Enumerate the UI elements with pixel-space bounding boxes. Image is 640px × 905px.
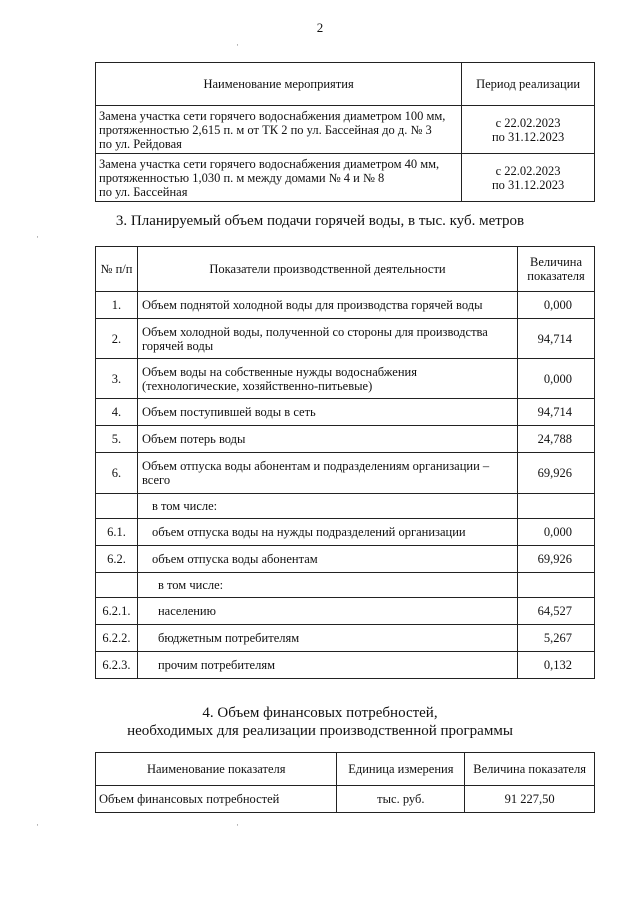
row-number: 3. bbox=[96, 359, 138, 399]
title-line: 4. Объем финансовых потребностей, bbox=[202, 705, 438, 721]
indicator-value: 64,527 bbox=[518, 598, 595, 625]
indicator-label bbox=[137, 573, 517, 598]
text-line: всего bbox=[141, 473, 171, 487]
indicators-table bbox=[95, 246, 595, 679]
text-line: Объем отпуска воды абонентам и подразделениям организации – bbox=[141, 459, 490, 473]
row-number: 6.2.3. bbox=[96, 652, 138, 679]
table-row bbox=[96, 573, 595, 598]
indicator-value: 69,926 bbox=[518, 546, 595, 573]
page-number: 2 bbox=[316, 20, 324, 35]
table-row bbox=[96, 154, 595, 202]
row-number: 6. bbox=[96, 453, 138, 494]
activity-name bbox=[96, 106, 462, 154]
text-line: объем отпуска воды на нужды подразделений организации bbox=[151, 525, 466, 539]
table-row bbox=[96, 494, 595, 519]
indicator-name: Объем финансовых потребностей bbox=[96, 786, 337, 813]
activity-period bbox=[462, 106, 595, 154]
text-line: протяженностью 2,615 п. м от ТК 2 по ул. Бассейная до д. № 3 bbox=[99, 122, 432, 137]
text-line: Объем поступившей воды в сеть bbox=[141, 405, 316, 419]
text-line: по ул. Бассейная bbox=[99, 184, 188, 199]
row-number: 6.2.2. bbox=[96, 625, 138, 652]
table-row bbox=[96, 786, 595, 813]
text-line: (технологические, хозяйственно-питьевые) bbox=[141, 378, 373, 393]
table-row bbox=[96, 359, 595, 399]
text-line: Замена участка сети горячего водоснабжения диаметром 40 мм, bbox=[99, 156, 440, 171]
column-header-period: Период реализации bbox=[462, 63, 595, 106]
table-row bbox=[96, 546, 595, 573]
column-header-activity: Наименование мероприятия bbox=[96, 63, 462, 106]
row-number: 6.2.1. bbox=[96, 598, 138, 625]
scan-mark: · bbox=[36, 232, 39, 242]
row-number: 2. bbox=[96, 319, 138, 359]
table-row bbox=[96, 519, 595, 546]
indicator-value: 0,000 bbox=[518, 359, 595, 399]
financial-needs-table bbox=[95, 752, 595, 813]
column-header-number: № п/п bbox=[96, 247, 138, 292]
activity-name bbox=[96, 154, 462, 202]
indicator-label bbox=[137, 625, 517, 652]
scan-mark: · bbox=[236, 820, 239, 830]
text-line: по 31.12.2023 bbox=[491, 177, 565, 192]
indicator-value: 94,714 bbox=[518, 319, 595, 359]
value: 91 227,50 bbox=[465, 786, 595, 813]
text-line: прочим потребителям bbox=[157, 658, 275, 672]
indicator-value: 0,000 bbox=[518, 292, 595, 319]
text-line: Объем поднятой холодной воды для производства горячей воды bbox=[141, 298, 483, 312]
indicator-label bbox=[137, 292, 517, 319]
text-line: по 31.12.2023 bbox=[491, 129, 565, 144]
column-header-value: Величина показателя bbox=[465, 753, 595, 786]
table-header-row bbox=[96, 753, 595, 786]
activity-period bbox=[462, 154, 595, 202]
table-row bbox=[96, 399, 595, 426]
indicator-value: 69,926 bbox=[518, 453, 595, 494]
text-line: горячей воды bbox=[141, 338, 214, 353]
column-header-indicator-name: Наименование показателя bbox=[96, 753, 337, 786]
table-row bbox=[96, 106, 595, 154]
row-number bbox=[96, 494, 138, 519]
text-line: в том числе: bbox=[157, 578, 224, 592]
row-number: 6.2. bbox=[96, 546, 138, 573]
row-number bbox=[96, 573, 138, 598]
row-number: 5. bbox=[96, 426, 138, 453]
table-header-row bbox=[96, 63, 595, 106]
scan-mark: · bbox=[36, 820, 39, 830]
scan-mark: · bbox=[236, 40, 239, 50]
indicator-label bbox=[137, 359, 517, 399]
text-line: в том числе: bbox=[151, 499, 218, 513]
text-line: с 22.02.2023 bbox=[495, 163, 561, 178]
indicator-label bbox=[137, 426, 517, 453]
unit: тыс. руб. bbox=[337, 786, 465, 813]
table-row bbox=[96, 292, 595, 319]
text-line: по ул. Рейдовая bbox=[99, 136, 182, 151]
indicator-label bbox=[137, 519, 517, 546]
row-number: 4. bbox=[96, 399, 138, 426]
indicator-label bbox=[137, 453, 517, 494]
text-line: Объем холодной воды, полученной со стороны для производства bbox=[141, 324, 488, 339]
text-line: Объем воды на собственные нужды водоснабжения bbox=[141, 364, 417, 379]
table-header-row bbox=[96, 247, 595, 292]
table-row bbox=[96, 319, 595, 359]
indicator-label bbox=[137, 494, 517, 519]
text-line: населению bbox=[157, 604, 216, 618]
section-3-title: 3. Планируемый объем подачи горячей воды, в тыс. куб. метров bbox=[115, 213, 525, 229]
indicator-value bbox=[518, 494, 595, 519]
section-4-title bbox=[0, 704, 640, 740]
text-line: протяженностью 1,030 п. м между домами № 4 и № 8 bbox=[99, 170, 385, 185]
text-line: Замена участка сети горячего водоснабжения диаметром 100 мм, bbox=[99, 108, 446, 123]
table-row bbox=[96, 426, 595, 453]
indicator-value: 0,000 bbox=[518, 519, 595, 546]
text-line: Объем потерь воды bbox=[141, 432, 246, 446]
title-line: необходимых для реализации производственной программы bbox=[127, 723, 513, 739]
activities-table bbox=[95, 62, 595, 202]
indicator-value: 94,714 bbox=[518, 399, 595, 426]
indicator-label bbox=[137, 598, 517, 625]
row-number: 6.1. bbox=[96, 519, 138, 546]
indicator-value: 0,132 bbox=[518, 652, 595, 679]
indicators-table-body bbox=[96, 292, 595, 679]
table-row bbox=[96, 598, 595, 625]
indicator-value: 5,267 bbox=[518, 625, 595, 652]
column-header-unit: Единица измерения bbox=[337, 753, 465, 786]
indicator-label bbox=[137, 652, 517, 679]
indicator-value: 24,788 bbox=[518, 426, 595, 453]
column-header-value: Величина показателя bbox=[518, 247, 595, 292]
text-line: объем отпуска воды абонентам bbox=[151, 552, 318, 566]
indicator-value bbox=[518, 573, 595, 598]
indicator-label bbox=[137, 319, 517, 359]
indicator-label bbox=[137, 399, 517, 426]
table-row bbox=[96, 625, 595, 652]
table-row bbox=[96, 453, 595, 494]
row-number: 1. bbox=[96, 292, 138, 319]
indicator-label bbox=[137, 546, 517, 573]
table-row bbox=[96, 652, 595, 679]
column-header-indicator: Показатели производственной деятельности bbox=[137, 247, 517, 292]
text-line: бюджетным потребителям bbox=[157, 631, 300, 645]
text-line: с 22.02.2023 bbox=[495, 115, 561, 130]
